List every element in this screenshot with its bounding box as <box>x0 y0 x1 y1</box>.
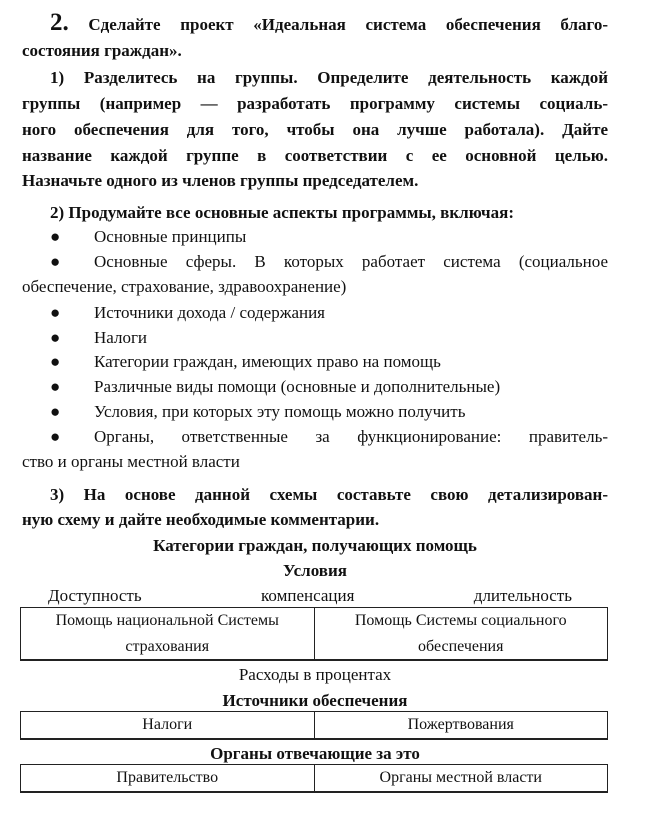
bullet-icon: ● <box>50 227 61 246</box>
condition-item: компенсация <box>261 586 355 605</box>
task-title-line: состояния граждан». <box>22 41 182 60</box>
bullet-icon: ● <box>50 303 61 322</box>
list-item-text: Различные виды помощи (основные и дополнительные) <box>94 377 501 396</box>
list-item-text: Органы, ответственные за функционирование: правитель- <box>94 427 608 446</box>
list-item <box>50 327 147 349</box>
list-item-text: Условия, при которых эту помощь можно получить <box>94 402 466 421</box>
step-1-line: ного обеспечения для того, чтобы она лучше работала). Дайте <box>22 120 608 139</box>
sources-heading: Источники обеспечения <box>222 691 408 710</box>
list-item-text: ство и органы местной власти <box>22 452 240 471</box>
conditions-row <box>48 585 572 607</box>
table-cell: Налоги <box>142 716 193 733</box>
step-1-line: группы (например — разработать программу системы социаль- <box>22 94 608 113</box>
list-item <box>50 376 500 398</box>
list-item <box>50 251 608 273</box>
scheme-expenses: Расходы в процентах <box>238 665 392 684</box>
list-item-text: Основные принципы <box>94 227 247 246</box>
condition-item: Доступность <box>48 586 142 605</box>
bullet-icon: ● <box>50 427 61 446</box>
bullet-icon: ● <box>50 328 61 347</box>
step-1-line: 1) Разделитесь на группы. Определите деятельность каждой <box>50 68 608 87</box>
list-item <box>50 426 608 448</box>
table-cell: Пожертвования <box>314 712 608 738</box>
list-item <box>50 302 325 324</box>
step-2-heading: 2) Продумайте все основные аспекты программы, включая: <box>50 203 514 222</box>
bullet-icon: ● <box>50 252 61 271</box>
table-cell: Органы местной власти <box>314 765 608 791</box>
list-item-text: Основные сферы. В которых работает система (социальное <box>94 252 608 271</box>
table-cell <box>314 608 608 659</box>
cell-line: страхования <box>125 638 210 655</box>
bodies-table <box>20 764 608 793</box>
condition-item: длительность <box>473 586 572 605</box>
task-title-line: Сделайте проект «Идеальная система обеспечения благо- <box>88 15 609 34</box>
bullet-icon: ● <box>50 377 61 396</box>
list-item <box>50 351 441 373</box>
cell-line: Помощь национальной Системы <box>55 612 279 629</box>
step-1-line: Назначьте одного из членов группы председателем. <box>22 171 419 190</box>
bullet-icon: ● <box>50 402 61 421</box>
list-item-text: обеспечение, страхование, здравоохранение) <box>22 277 347 296</box>
list-item-text: Налоги <box>94 328 148 347</box>
cell-line: обеспечения <box>418 638 504 655</box>
bodies-heading: Органы отвечающие за это <box>210 744 420 763</box>
cell-line: Помощь Системы социального <box>354 612 567 629</box>
list-item <box>50 226 246 248</box>
task-number: 2. <box>50 9 69 36</box>
bullet-icon: ● <box>50 352 61 371</box>
list-item <box>50 401 465 423</box>
scheme-categories: Категории граждан, получающих помощь <box>153 536 477 555</box>
table-cell: Правительство <box>116 769 219 786</box>
step-3-line: 3) На основе данной схемы составьте свою детализирован- <box>50 485 608 504</box>
list-item-text: Источники дохода / содержания <box>94 303 326 322</box>
table-cell <box>21 608 314 659</box>
step-1-line: название каждой группе в соответствии с ее основной целью. <box>22 146 608 165</box>
list-item-text: Категории граждан, имеющих право на помощь <box>94 352 441 371</box>
assistance-table <box>20 607 608 661</box>
scheme-conditions: Условия <box>283 561 347 580</box>
step-3-line: ную схему и дайте необходимые комментарии. <box>22 510 380 529</box>
sources-table <box>20 711 608 740</box>
